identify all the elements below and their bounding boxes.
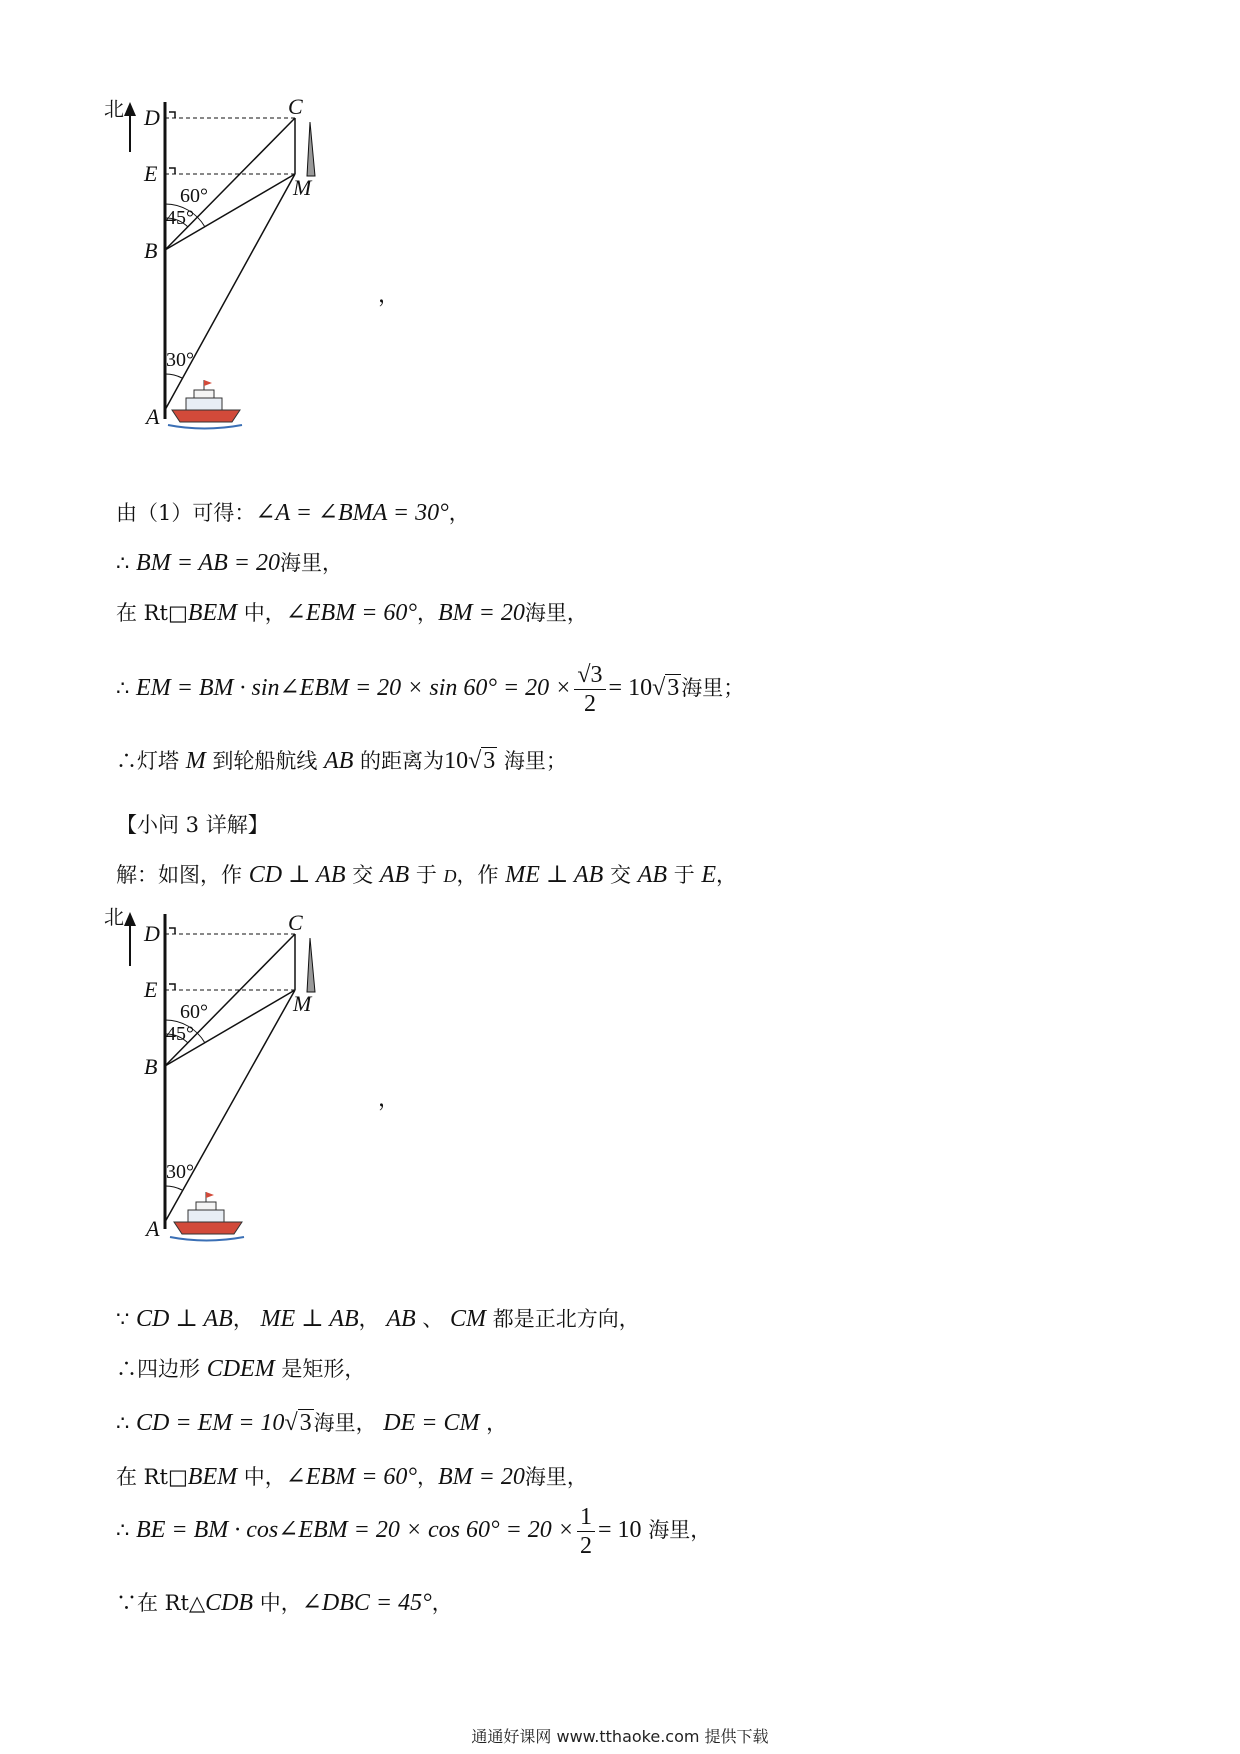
text: 交 [345,863,380,887]
math-expr: CDEM [206,1356,275,1382]
p3-line-2 [116,1304,640,1334]
text: 海里； [497,749,567,773]
text: 海里， [279,551,343,575]
math-expr: M [185,748,206,774]
text: ， [716,863,738,887]
p2-line-5 [116,746,567,776]
text: 是矩形， [274,1357,366,1381]
p3-line-6 [116,1500,711,1560]
part3-heading: 【小问 3 详解】 [116,813,269,837]
point-e-label: E [144,977,158,1002]
angle-label-60: 60° [180,1001,208,1023]
point-d-label: D [144,105,160,130]
text: ∴四边形 [116,1357,207,1381]
math-expr: = 10 [598,1517,642,1543]
math-expr: CD ⊥ AB [248,862,346,888]
radical-sign: √ [284,1410,298,1436]
text: 海里， [524,601,588,625]
north-label: 北 [104,97,124,121]
page-footer: 通通好课网 www.tthaoke.com 提供下载 [471,1727,769,1746]
p3-line-7 [116,1588,453,1618]
text: ， [431,1591,453,1615]
math-expr: AB [637,862,668,888]
text: 都是正北方向， [486,1307,640,1331]
text: ， [448,501,470,525]
north-arrow-icon [124,102,136,152]
lighthouse-icon [307,938,315,992]
right-angle-e [169,984,175,990]
point-m-label: M [293,991,312,1016]
text: 在 Rt [116,1465,168,1489]
math-expr: = 10 [608,675,653,701]
right-angle-e [169,168,175,174]
math-expr: BM = 20 [438,1464,525,1490]
math-expr: ∠DBC = 45° [301,1590,432,1616]
point-a-label: A [146,1216,160,1241]
text: 海里； [681,676,745,700]
point-a-label: A [146,404,160,429]
ship-icon [170,1192,244,1241]
figure-2-comma: ， [378,1087,401,1112]
text: 中， [253,1591,302,1615]
p3-line-3 [116,1354,365,1384]
ship-icon [168,380,242,429]
math-expr: E [701,862,717,888]
p3-line-1 [116,860,737,891]
angle-label-30: 30° [166,1161,194,1183]
radical-sign: √ [652,675,666,701]
text: ∴灯塔 [116,749,186,773]
math-expr: AB [386,1306,416,1332]
text: 由（1）可得： [116,501,256,525]
text: 中， [237,601,286,625]
angle-arc-30 [165,374,182,378]
fraction [577,1503,595,1560]
lighthouse-icon [307,122,315,176]
right-angle-d [169,112,175,118]
text: 海里， [524,1465,588,1489]
text: 解：如图，作 [116,863,249,887]
math-expr: ∠EBM = 60° [285,600,417,626]
text: ∴ [116,676,137,700]
triangle-symbol: △ [188,1591,206,1615]
text: 交 [603,863,638,887]
angle-label-45: 45° [166,1023,194,1045]
p2-line-3 [116,598,588,628]
p3-line-4 [116,1408,507,1438]
math-expr: BM = AB = 20 [136,550,280,576]
segment-bc [165,118,295,250]
north-arrow-icon [124,912,136,966]
text: ， [479,1411,508,1435]
fraction-denominator: 2 [580,1533,592,1559]
text: ∵ [116,1307,137,1331]
fraction [574,661,605,718]
fraction-numerator: √3 [574,661,605,690]
segment-bc [165,934,295,1066]
math-expr: AB [324,748,354,774]
text: ∴ [116,551,137,575]
text: ∴ [116,1411,137,1435]
radicand: 3 [667,675,680,701]
angle-label-60: 60° [180,185,208,207]
math-expr: BE = BM · cos∠EBM = 20 × cos 60° = 20 × [136,1517,574,1543]
math-expr: EM = BM · sin∠EBM = 20 × sin 60° = 20 × [136,675,572,701]
figure-1 [100,92,400,472]
math-expr: BM = 20 [438,600,525,626]
figure-2 [100,896,400,1276]
point-d-label: D [144,921,160,946]
text: ， [358,1307,387,1331]
text: 的距离为 [353,749,445,773]
triangle-symbol: □ [167,601,188,625]
math-expr: BEM [187,1464,238,1490]
angle-label-45: 45° [166,207,194,229]
math-expr: ∠EBM = 60° [285,1464,417,1490]
math-expr: ME ⊥ AB [505,862,604,888]
math-expr: ME ⊥ AB [260,1306,359,1332]
text: ， [417,1465,438,1489]
north-label: 北 [104,905,124,929]
math-expr: CDB [205,1590,254,1616]
angle-label-30: 30° [166,349,194,371]
radical-sign: √ [468,748,482,774]
point-c-label: C [288,910,303,935]
math-expr: AB [379,862,410,888]
angle-arc-30 [165,1186,182,1190]
math-expr: CM [450,1306,487,1332]
math-expr: CD ⊥ AB [136,1306,233,1332]
point-e-label: E [144,161,158,186]
text: 到轮船航线 [205,749,325,773]
text: 于 [409,863,444,887]
radicand: 3 [299,1410,312,1436]
math-expr: 10 [444,748,469,774]
math-expr: CD = EM = 10 [136,1410,285,1436]
point-c-label: C [288,94,303,119]
math-expr: BEM [187,600,238,626]
math-expr: DE = CM [383,1410,480,1436]
text: ∵在 Rt [116,1591,189,1615]
p2-line-1 [116,498,470,528]
p2-line-4 [116,658,744,718]
triangle-symbol: □ [167,1465,188,1489]
text: ， [417,601,438,625]
text: 海里， [313,1411,384,1435]
text: ∴ [116,1518,137,1542]
p3-line-5 [116,1462,588,1492]
text: ， [232,1307,261,1331]
text: 中， [237,1465,286,1489]
text: 海里， [641,1518,712,1542]
point-m-label: M [293,175,312,200]
text: ，作 [456,863,506,887]
figure-1-comma: ， [378,283,401,308]
fraction-denominator: 2 [583,691,596,717]
text: 、 [415,1307,451,1331]
point-b-label: B [144,1054,158,1079]
radicand: 3 [483,748,496,774]
text: 于 [667,863,702,887]
point-b-label: B [144,238,158,263]
fraction-numerator: 1 [577,1503,595,1532]
right-angle-d [169,928,175,934]
math-expr: D [443,866,457,886]
p2-line-2 [116,548,343,578]
text: 在 Rt [116,601,168,625]
math-expr: ∠A = ∠BMA = 30° [255,500,449,526]
